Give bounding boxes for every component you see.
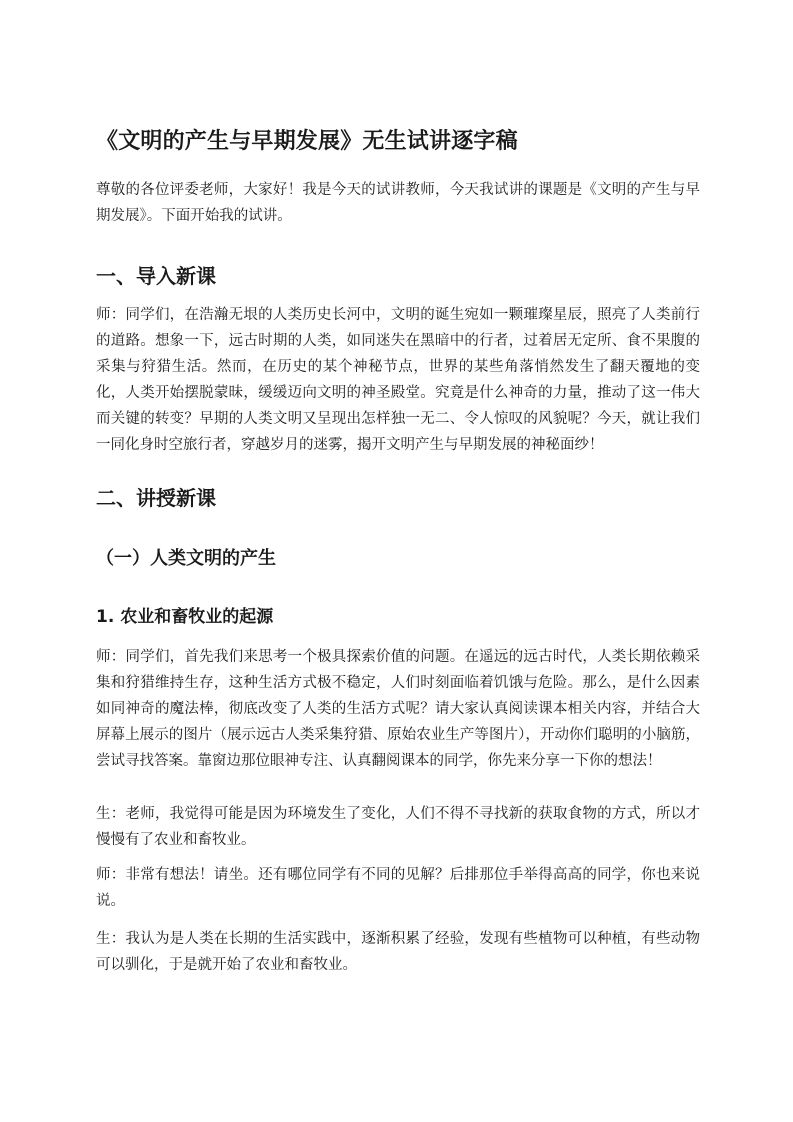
teacher-paragraph-1: 师：同学们，首先我们来思考一个极具探索价值的问题。在遥远的远古时代，人类长期依赖采集和狩猎维持生存，这种生活方式极不稳定，人们时刻面临着饥饿与危险。那么，是什么因素如同神奇的魔法棒，彻底改变了人类的生活方式呢？请大家认真阅读课本相关内容，并结合大屏幕上展示的图片（展示远古人类采集狩猎、原始农业生产等图片），开动你们聪明的小脑筋，尝试寻找答案。靠窗边那位眼神专注、认真翻阅课本的同学，你先来分享一下你的想法！ <box>96 649 700 769</box>
section1-paragraph: 师：同学们，在浩瀚无垠的人类历史长河中，文明的诞生宛如一颗璀璨星辰，照亮了人类前行的道路。想象一下，远古时期的人类，如同迷失在黑暗中的行者，过着居无定所、食不果腹的采集与狩猎生活。然而，在历史的某个神秘节点，世界的某些角落悄然发生了翻天覆地的变化，人类开始摆脱蒙昧，缓缓迈向文明的神圣殿堂。究竟是什么神奇的力量，推动了这一伟大而关键的转变？早期的人类文明又呈现出怎样独一无二、令人惊叹的风貌呢？今天，就让我们一同化身时空旅行者，穿越岁月的迷雾，揭开文明产生与早期发展的神秘面纱！ <box>96 307 700 453</box>
intro-paragraph: 尊敬的各位评委老师，大家好！我是今天的试讲教师，今天我试讲的课题是《文明的产生与早期发展》。下面开始我的试讲。 <box>96 182 700 224</box>
student-paragraph-2: 生：我认为是人类在长期的生活实践中，逐渐积累了经验，发现有些植物可以种植，有些动物可以驯化，于是就开始了农业和畜牧业。 <box>96 931 700 973</box>
section2-heading: 二、讲授新课 <box>96 486 216 510</box>
teacher-paragraph-2: 师：非常有想法！请坐。还有哪位同学有不同的见解？后排那位手举得高高的同学，你也来说说。 <box>96 867 700 909</box>
section2-subheading: （一）人类文明的产生 <box>96 548 276 569</box>
section1-heading: 一、导入新课 <box>96 264 216 288</box>
student-paragraph-1: 生：老师，我觉得可能是因为环境发生了变化，人们不得不寻找新的获取食物的方式，所以才慢慢有了农业和畜牧业。 <box>96 806 700 848</box>
section2-subsubheading: 1. 农业和畜牧业的起源 <box>96 607 274 627</box>
document-title: 《文明的产生与早期发展》无生试讲逐字稿 <box>96 129 518 154</box>
